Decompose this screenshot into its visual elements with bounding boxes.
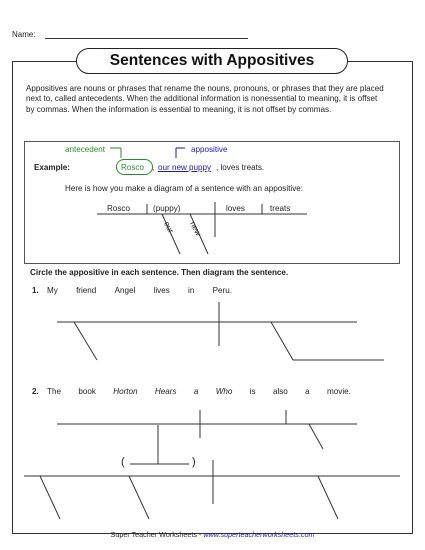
q1-prep-slant [271, 322, 293, 360]
q1-word: friend [76, 286, 97, 295]
antecedent-arrow [110, 148, 121, 158]
q2-word: is [249, 387, 256, 396]
q2-modifier-line [129, 476, 149, 519]
q2-word: Who [215, 387, 233, 396]
footer [0, 530, 425, 539]
appositive-label: appositive [191, 145, 228, 154]
diagram-subject: Rosco [107, 204, 130, 213]
q2-word: Horton [113, 387, 138, 396]
example-label: Example: [34, 163, 70, 172]
q1-modifier-line [74, 322, 97, 360]
example-rest: , loves treats. [216, 163, 265, 172]
q2-modifier-line [40, 476, 60, 519]
antecedent-word: Rosco [121, 163, 144, 172]
q2-word: Hears [154, 387, 177, 396]
example-modifier-line [162, 214, 180, 254]
page-title: Sentences with Appositives [76, 48, 348, 74]
footer-prefix: Super Teacher Worksheets - [110, 530, 204, 539]
q1-word: My [47, 286, 58, 295]
intro-paragraph: Appositives are nouns or phrases that rename the nouns, pronouns, or phrases that they are placed next to, called antecedents. When the additional information is nonessential to meaning, it is offset by commas. When the information is essential to meaning, it is not offset by commas. [26, 84, 384, 114]
q2-number: 2. [32, 387, 39, 396]
q1-word: in [188, 286, 195, 295]
q1-word: Peru. [212, 286, 232, 295]
diagram-modifier-our: our [162, 220, 176, 235]
diagram-verb: loves [226, 204, 245, 213]
q1-word: Angel [114, 286, 136, 295]
q2-word: book [78, 387, 96, 396]
q1-number: 1. [32, 286, 39, 295]
instructions: Circle the appositive in each sentence. Then diagram the sentence. [30, 268, 289, 277]
q2-word: movie. [327, 387, 351, 396]
q1-word: lives [153, 286, 170, 295]
q2-paren-open: ( [121, 456, 125, 468]
name-label: Name: [12, 30, 36, 39]
antecedent-label: antecedent [65, 145, 106, 154]
q2-word: a [193, 387, 199, 396]
q2-word: a [305, 387, 310, 396]
appositive-arrow [176, 148, 185, 158]
q2-word: also [272, 387, 288, 396]
q2-word: The [47, 387, 61, 396]
q2-modifier-line [318, 476, 338, 519]
example-comma: , [152, 163, 155, 172]
diagram-intro: Here is how you make a diagram of a sentence with an appositive: [65, 184, 303, 193]
example-modifier-line [190, 214, 208, 254]
q2-paren-close: ) [192, 456, 196, 468]
diagram-appositive: (puppy) [153, 204, 181, 213]
diagram-modifier-new: new [188, 220, 203, 238]
diagram-object: treats [270, 204, 291, 213]
q2-top-modifier [309, 424, 323, 449]
footer-url[interactable]: www.superteacherworksheets.com [203, 530, 315, 539]
appositive-phrase: our new puppy [158, 163, 212, 172]
